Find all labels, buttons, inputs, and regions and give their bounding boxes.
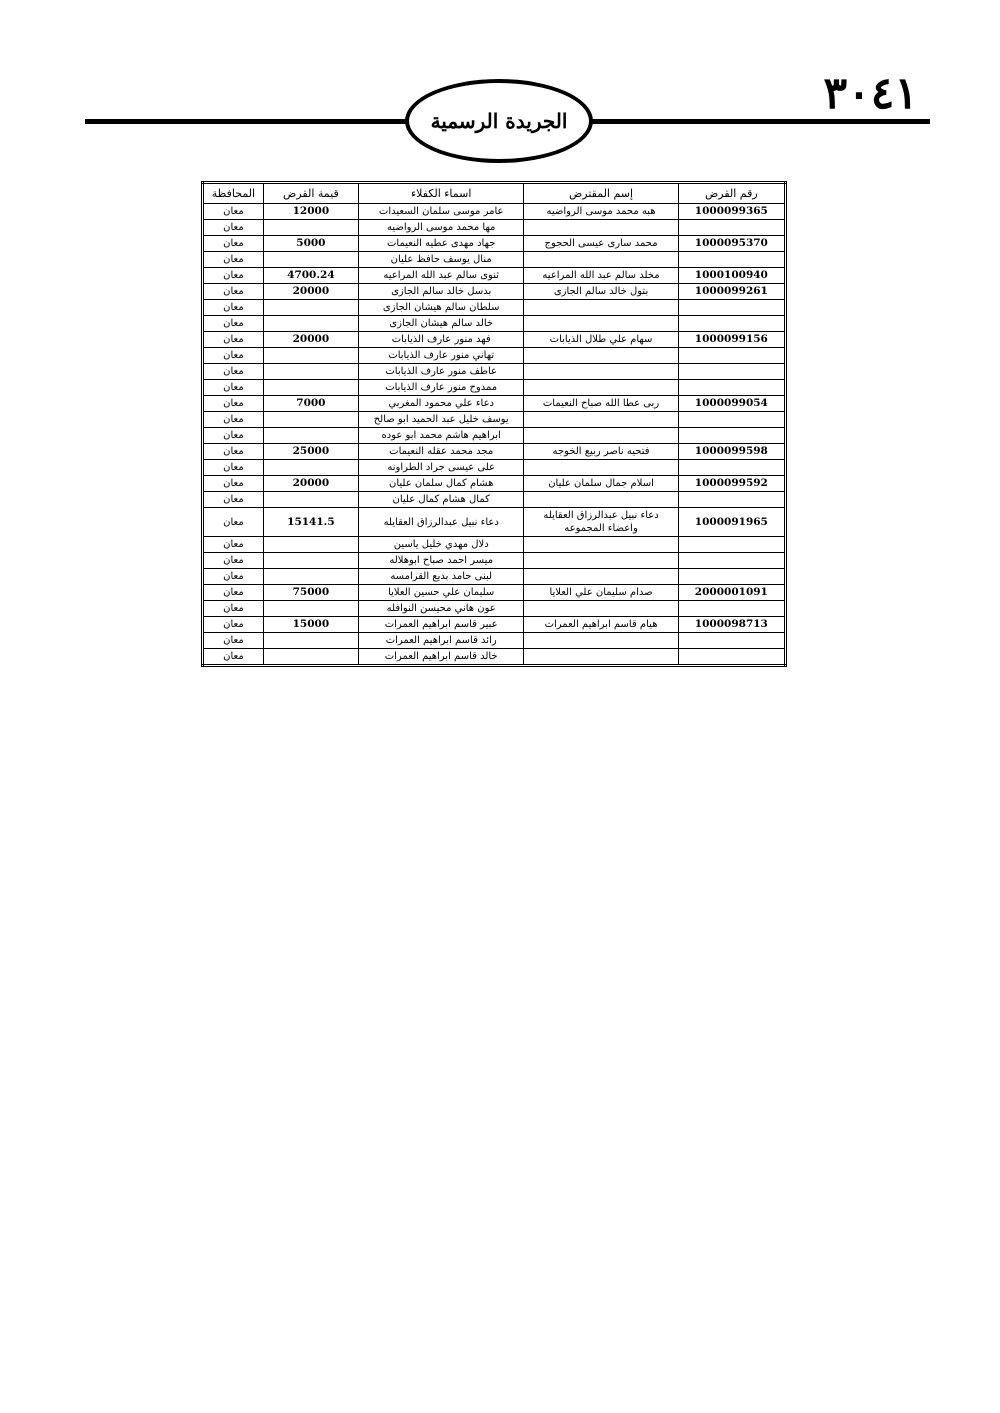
loan-number-cell: 1000099054 bbox=[678, 396, 785, 412]
governorate-cell: معان bbox=[203, 444, 264, 460]
loan-value-cell: 20000 bbox=[263, 476, 358, 492]
table-row bbox=[203, 300, 786, 316]
loans-table bbox=[201, 181, 787, 667]
borrower-cell bbox=[524, 649, 678, 666]
governorate-cell: معان bbox=[203, 428, 264, 444]
loan-value-cell: 25000 bbox=[263, 444, 358, 460]
loan-number-cell bbox=[678, 300, 785, 316]
loan-number-cell bbox=[678, 348, 785, 364]
borrower-cell: هيام قاسم ابراهيم العمرات bbox=[524, 617, 678, 633]
guarantor-cell: دعاء علي محمود المغربي bbox=[358, 396, 523, 412]
borrower-cell bbox=[524, 460, 678, 476]
masthead-title: الجريدة الرسمية bbox=[405, 79, 593, 163]
loan-value-cell bbox=[263, 553, 358, 569]
table-row bbox=[203, 236, 786, 252]
loan-value-cell bbox=[263, 380, 358, 396]
governorate-cell: معان bbox=[203, 316, 264, 332]
borrower-cell: ربى عطا الله صباح النعيمات bbox=[524, 396, 678, 412]
guarantor-cell: خالد سالم هيشان الجازى bbox=[358, 316, 523, 332]
table-row bbox=[203, 633, 786, 649]
loan-value-cell bbox=[263, 649, 358, 666]
loan-value-cell bbox=[263, 348, 358, 364]
table-row bbox=[203, 617, 786, 633]
loan-number-cell bbox=[678, 220, 785, 236]
table-row bbox=[203, 284, 786, 300]
loan-value-cell bbox=[263, 316, 358, 332]
governorate-cell: معان bbox=[203, 601, 264, 617]
guarantor-cell: سلطان سالم هيشان الجازى bbox=[358, 300, 523, 316]
column-header-borrower: إسم المقترض bbox=[524, 183, 678, 204]
loan-number-cell bbox=[678, 252, 785, 268]
borrower-cell bbox=[524, 492, 678, 508]
table-row bbox=[203, 601, 786, 617]
loan-number-cell bbox=[678, 492, 785, 508]
governorate-cell: معان bbox=[203, 284, 264, 300]
table-body bbox=[203, 204, 786, 666]
table-row bbox=[203, 569, 786, 585]
table-row bbox=[203, 492, 786, 508]
table-row bbox=[203, 332, 786, 348]
table-row bbox=[203, 460, 786, 476]
governorate-cell: معان bbox=[203, 553, 264, 569]
guarantor-cell: دلال مهدي خليل ياسين bbox=[358, 537, 523, 553]
borrower-cell bbox=[524, 316, 678, 332]
governorate-cell: معان bbox=[203, 236, 264, 252]
table-row bbox=[203, 268, 786, 284]
column-header-guarantors: اسماء الكفلاء bbox=[358, 183, 523, 204]
borrower-cell: بتول خالد سالم الجازى bbox=[524, 284, 678, 300]
loan-number-cell: 1000099156 bbox=[678, 332, 785, 348]
guarantor-cell: كمال هشام كمال عليان bbox=[358, 492, 523, 508]
loan-number-cell bbox=[678, 537, 785, 553]
loan-value-cell bbox=[263, 220, 358, 236]
loan-number-cell bbox=[678, 316, 785, 332]
governorate-cell: معان bbox=[203, 300, 264, 316]
loan-number-cell bbox=[678, 460, 785, 476]
governorate-cell: معان bbox=[203, 633, 264, 649]
governorate-cell: معان bbox=[203, 220, 264, 236]
loan-number-cell: 1000099365 bbox=[678, 204, 785, 220]
loan-value-cell bbox=[263, 633, 358, 649]
loan-number-cell: 1000100940 bbox=[678, 268, 785, 284]
loan-value-cell: 20000 bbox=[263, 284, 358, 300]
table-row bbox=[203, 252, 786, 268]
guarantor-cell: دعاء نبيل عبدالرزاق العقايله bbox=[358, 508, 523, 537]
borrower-cell: سهام علي طلال الذيابات bbox=[524, 332, 678, 348]
table-row bbox=[203, 508, 786, 537]
borrower-cell bbox=[524, 569, 678, 585]
guarantor-cell: ابراهيم هاشم محمد ابو عوده bbox=[358, 428, 523, 444]
guarantor-cell: هشام كمال سلمان عليان bbox=[358, 476, 523, 492]
loan-number-cell: 1000099598 bbox=[678, 444, 785, 460]
guarantor-cell: ثنوى سالم عبد الله المراعيه bbox=[358, 268, 523, 284]
loan-number-cell bbox=[678, 428, 785, 444]
borrower-cell bbox=[524, 633, 678, 649]
governorate-cell: معان bbox=[203, 268, 264, 284]
governorate-cell: معان bbox=[203, 364, 264, 380]
column-header-loan-value: قيمة القرض bbox=[263, 183, 358, 204]
borrower-cell: هبه محمد موسى الرواضيه bbox=[524, 204, 678, 220]
governorate-cell: معان bbox=[203, 252, 264, 268]
borrower-cell: اسلام جمال سلمان عليان bbox=[524, 476, 678, 492]
table-row bbox=[203, 649, 786, 666]
loan-number-cell bbox=[678, 380, 785, 396]
table-row bbox=[203, 537, 786, 553]
loan-value-cell bbox=[263, 252, 358, 268]
guarantor-cell: منال يوسف حافظ عليان bbox=[358, 252, 523, 268]
loan-number-cell bbox=[678, 569, 785, 585]
borrower-cell bbox=[524, 601, 678, 617]
guarantor-cell: لبنى حامد بديع القرامسه bbox=[358, 569, 523, 585]
guarantor-cell: عامر موسى سلمان السعيدات bbox=[358, 204, 523, 220]
guarantor-cell: عبير قاسم ابراهيم العمرات bbox=[358, 617, 523, 633]
table-row bbox=[203, 396, 786, 412]
governorate-cell: معان bbox=[203, 585, 264, 601]
loan-number-cell: 1000098713 bbox=[678, 617, 785, 633]
governorate-cell: معان bbox=[203, 460, 264, 476]
loan-number-cell: 1000091965 bbox=[678, 508, 785, 537]
guarantor-cell: عون هاني محيسن النوافله bbox=[358, 601, 523, 617]
table-row bbox=[203, 585, 786, 601]
loan-value-cell bbox=[263, 300, 358, 316]
loan-value-cell: 4700.24 bbox=[263, 268, 358, 284]
loan-value-cell: 15000 bbox=[263, 617, 358, 633]
table-row bbox=[203, 553, 786, 569]
borrower-cell bbox=[524, 428, 678, 444]
loan-value-cell: 7000 bbox=[263, 396, 358, 412]
guarantor-cell: مجد محمد عقله النعيمات bbox=[358, 444, 523, 460]
loan-number-cell bbox=[678, 633, 785, 649]
loan-value-cell bbox=[263, 364, 358, 380]
guarantor-cell: ممدوح منور عارف الذيابات bbox=[358, 380, 523, 396]
loan-value-cell: 5000 bbox=[263, 236, 358, 252]
loan-number-cell bbox=[678, 553, 785, 569]
guarantor-cell: سليمان علي حسين العلايا bbox=[358, 585, 523, 601]
loan-number-cell: 1000099592 bbox=[678, 476, 785, 492]
table-row bbox=[203, 444, 786, 460]
guarantor-cell: تهاني منور عارف الذيابات bbox=[358, 348, 523, 364]
guarantor-cell: على عيسى جراد الطراونه bbox=[358, 460, 523, 476]
guarantor-cell: بدسل خالد سالم الجازى bbox=[358, 284, 523, 300]
loan-value-cell bbox=[263, 569, 358, 585]
column-header-governorate: المحافظة bbox=[203, 183, 264, 204]
borrower-cell bbox=[524, 348, 678, 364]
guarantor-cell: عاطف منور عارف الذيابات bbox=[358, 364, 523, 380]
governorate-cell: معان bbox=[203, 332, 264, 348]
borrower-cell bbox=[524, 537, 678, 553]
governorate-cell: معان bbox=[203, 380, 264, 396]
guarantor-cell: ميسر احمد صباح ابوهلاله bbox=[358, 553, 523, 569]
governorate-cell: معان bbox=[203, 476, 264, 492]
table-row bbox=[203, 428, 786, 444]
guarantor-cell: خالد قاسم ابراهيم العمرات bbox=[358, 649, 523, 666]
guarantor-cell: يوسف خليل عبد الحميد ابو صالح bbox=[358, 412, 523, 428]
table-header-row bbox=[203, 183, 786, 204]
guarantor-cell: فهد منور عارف الذيابات bbox=[358, 332, 523, 348]
governorate-cell: معان bbox=[203, 492, 264, 508]
guarantor-cell: مها محمد موسى الرواضيه bbox=[358, 220, 523, 236]
page-number: ٣٠٤١ bbox=[823, 68, 918, 119]
table-row bbox=[203, 204, 786, 220]
governorate-cell: معان bbox=[203, 348, 264, 364]
table-row bbox=[203, 412, 786, 428]
governorate-cell: معان bbox=[203, 396, 264, 412]
governorate-cell: معان bbox=[203, 508, 264, 537]
borrower-cell bbox=[524, 380, 678, 396]
borrower-cell: دعاء نبيل عبدالرزاق العقايله واعضاء المجموعه bbox=[524, 508, 678, 537]
table-row bbox=[203, 380, 786, 396]
loan-value-cell: 12000 bbox=[263, 204, 358, 220]
loan-number-cell bbox=[678, 649, 785, 666]
governorate-cell: معان bbox=[203, 617, 264, 633]
loan-value-cell bbox=[263, 537, 358, 553]
governorate-cell: معان bbox=[203, 569, 264, 585]
governorate-cell: معان bbox=[203, 412, 264, 428]
table-row bbox=[203, 220, 786, 236]
borrower-cell: مخلد سالم عبد الله المراعيه bbox=[524, 268, 678, 284]
loan-value-cell bbox=[263, 460, 358, 476]
borrower-cell bbox=[524, 300, 678, 316]
column-header-loan-number: رقم القرض bbox=[678, 183, 785, 204]
governorate-cell: معان bbox=[203, 204, 264, 220]
borrower-cell bbox=[524, 553, 678, 569]
loan-number-cell: 2000001091 bbox=[678, 585, 785, 601]
borrower-cell: محمد سارى عيسى الحجوج bbox=[524, 236, 678, 252]
guarantor-cell: رائد قاسم ابراهيم العمرات bbox=[358, 633, 523, 649]
guarantor-cell: جهاد مهدى عطيه النعيمات bbox=[358, 236, 523, 252]
table-row bbox=[203, 476, 786, 492]
loan-value-cell bbox=[263, 412, 358, 428]
governorate-cell: معان bbox=[203, 537, 264, 553]
borrower-cell bbox=[524, 364, 678, 380]
loan-value-cell bbox=[263, 492, 358, 508]
loan-number-cell: 1000095370 bbox=[678, 236, 785, 252]
table-row bbox=[203, 316, 786, 332]
loan-number-cell bbox=[678, 412, 785, 428]
loan-value-cell: 75000 bbox=[263, 585, 358, 601]
table-row bbox=[203, 348, 786, 364]
loan-value-cell bbox=[263, 601, 358, 617]
borrower-cell bbox=[524, 252, 678, 268]
governorate-cell: معان bbox=[203, 649, 264, 666]
borrower-cell: صدام سليمان علي العلايا bbox=[524, 585, 678, 601]
loan-number-cell bbox=[678, 601, 785, 617]
borrower-cell: فتحيه ناصر ربيع الخوجه bbox=[524, 444, 678, 460]
borrower-cell bbox=[524, 220, 678, 236]
loan-number-cell: 1000099261 bbox=[678, 284, 785, 300]
loan-value-cell: 15141.5 bbox=[263, 508, 358, 537]
borrower-cell bbox=[524, 412, 678, 428]
loan-number-cell bbox=[678, 364, 785, 380]
loan-value-cell: 20000 bbox=[263, 332, 358, 348]
loan-value-cell bbox=[263, 428, 358, 444]
table-row bbox=[203, 364, 786, 380]
